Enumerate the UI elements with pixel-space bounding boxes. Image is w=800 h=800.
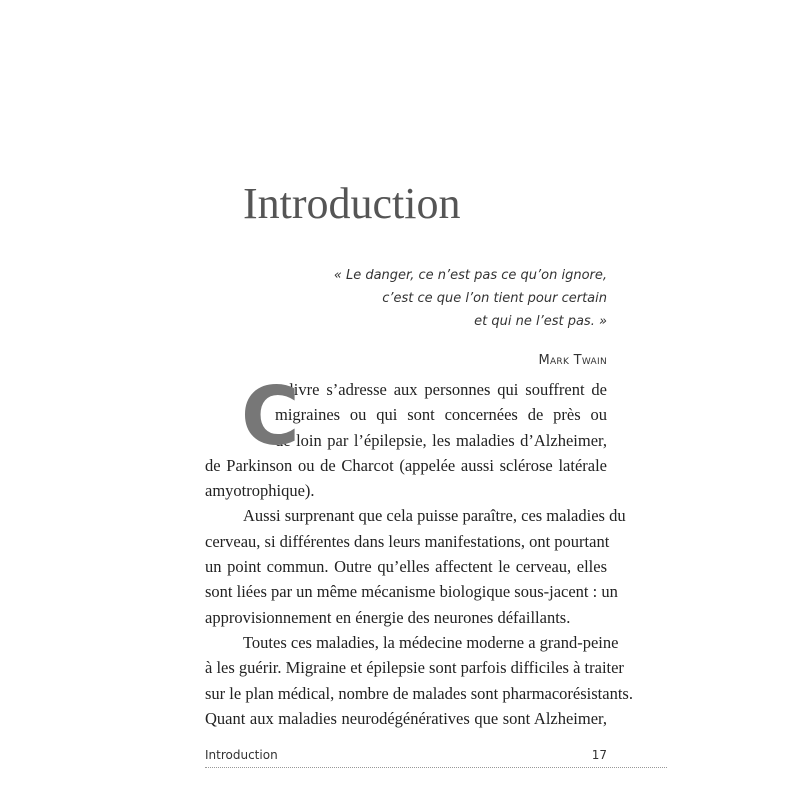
text-line: à les guérir. Migraine et épilepsie sont parfois difficiles à traiter [205, 658, 624, 678]
text-line: Quant aux maladies neurodégénératives que sont Alzheimer, [205, 708, 607, 728]
body-text [205, 370, 633, 731]
text-line: approvisionnement en énergie des neurones défaillants. [205, 607, 571, 627]
epigraph-line: « Le danger, ce n’est pas ce qu’on ignore, [333, 268, 607, 283]
text-line: migraines ou qui sont concernées de près ou [275, 405, 607, 425]
running-title: Introduction [205, 748, 278, 762]
drop-cap: C [241, 370, 300, 463]
epigraph [334, 264, 607, 333]
page-footer [205, 748, 607, 762]
text-line: Toutes ces maladies, la médecine moderne a grand-peine [243, 632, 619, 652]
text-line: sur le plan médical, nombre de malades sont pharmacorésistants. [205, 683, 633, 703]
footer-dotted-rule [205, 767, 667, 768]
text-line: de Parkinson ou de Charcot (appelée aussi sclérose latérale [205, 455, 607, 475]
text-line: sont liées par un même mécanisme biologique sous-jacent : un [205, 582, 618, 602]
epigraph-line: et qui ne l’est pas. » [474, 314, 607, 329]
text-line: de loin par l’épilepsie, les maladies d’Alzheimer, [275, 430, 607, 450]
epigraph-author: Mark Twain [538, 353, 607, 368]
text-line: un point commun. Outre qu’elles affectent le cerveau, elles [205, 557, 607, 577]
text-line: e livre s’adresse aux personnes qui souffrent de [275, 380, 607, 399]
text-line: Aussi surprenant que cela puisse paraître, ces maladies du [243, 506, 626, 526]
text-line: amyotrophique). [205, 481, 315, 501]
page-number: 17 [591, 748, 607, 762]
epigraph-line: c’est ce que l’on tient pour certain [382, 291, 607, 306]
chapter-title: Introduction [243, 179, 461, 228]
text-line: cerveau, si différentes dans leurs manifestations, ont pourtant [205, 531, 610, 551]
